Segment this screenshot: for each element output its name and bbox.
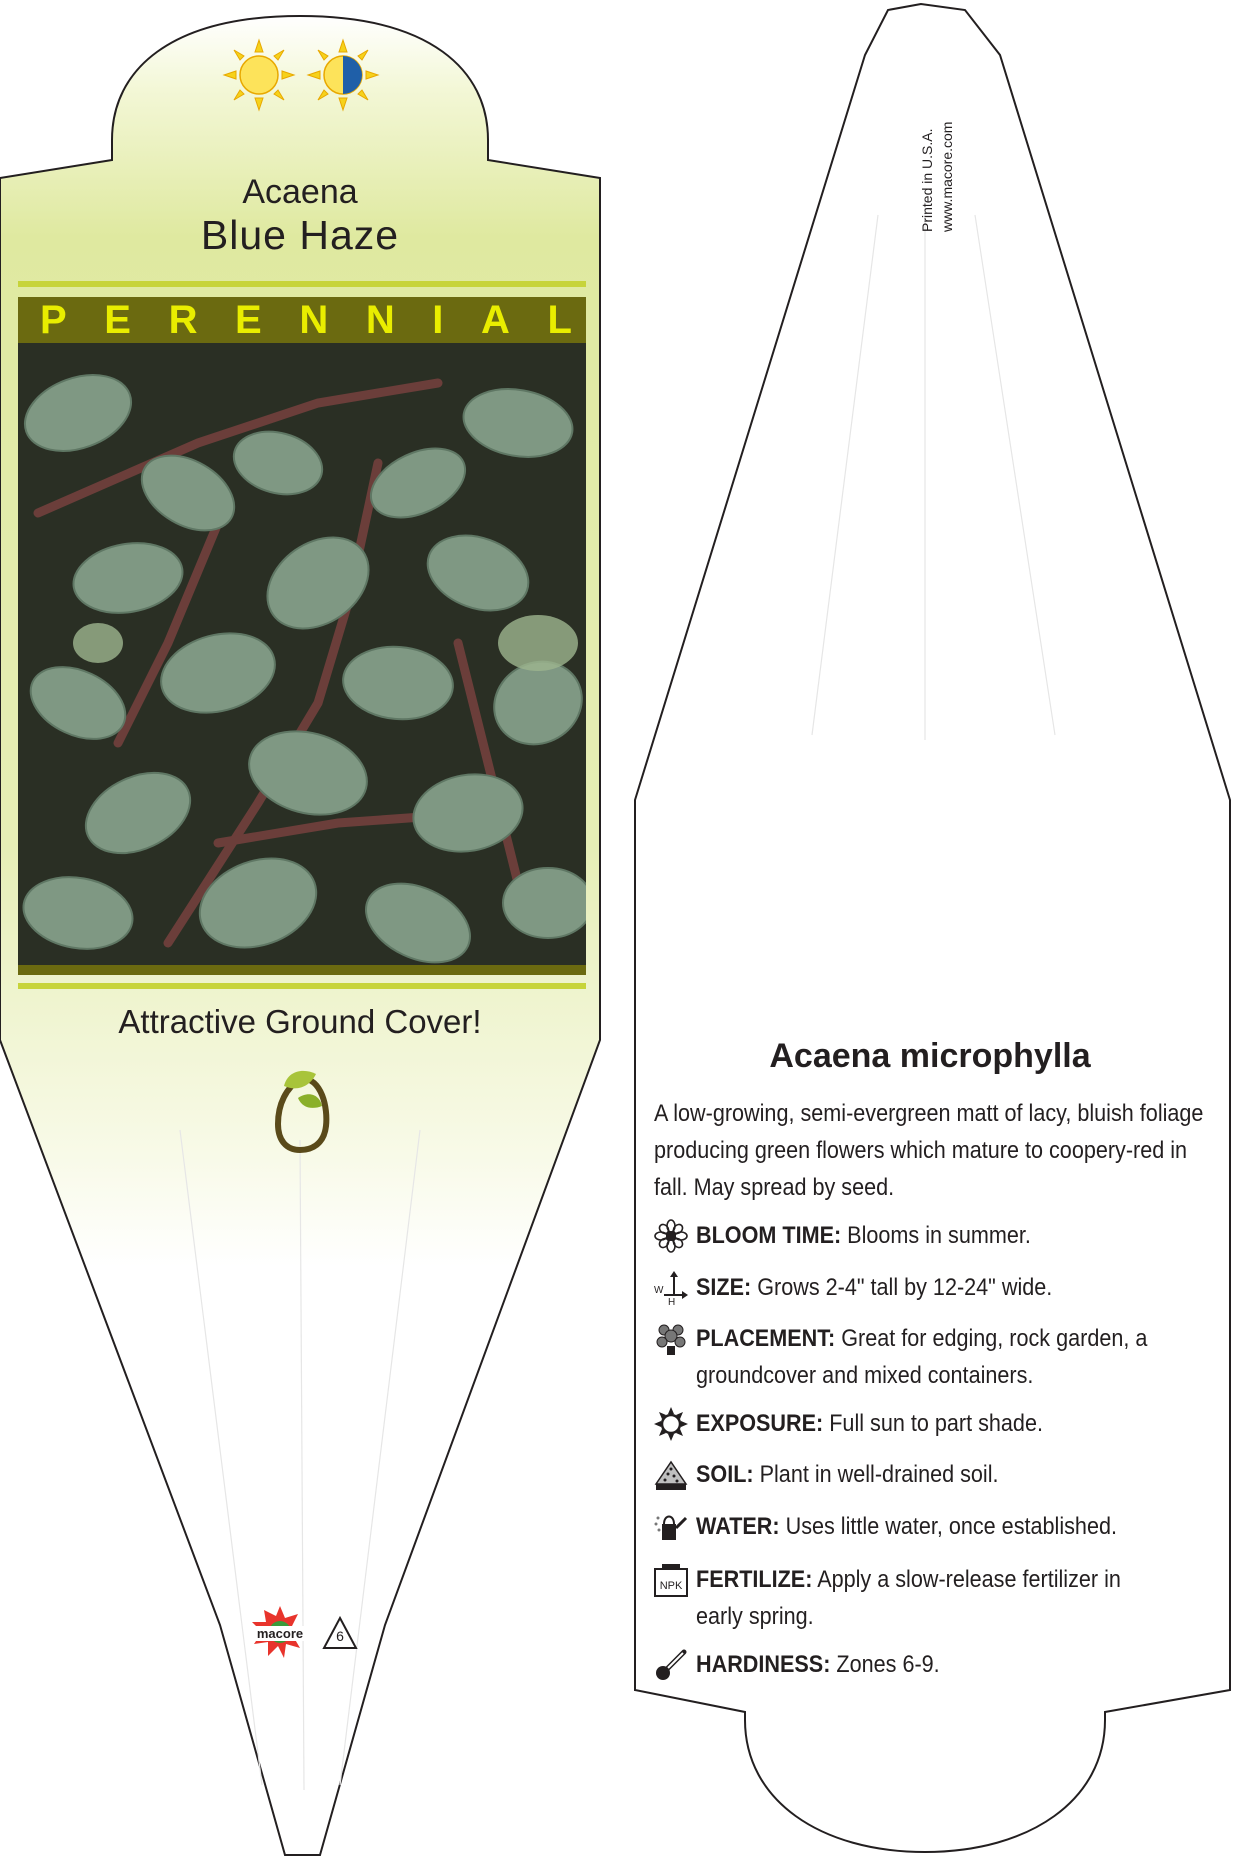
rule-bottom-dark: [18, 965, 586, 975]
care-label: SIZE:: [696, 1274, 752, 1301]
care-placement: [654, 1320, 1214, 1394]
size-icon-w: W: [654, 1285, 664, 1296]
npk-icon: [654, 1563, 688, 1597]
care-label: WATER:: [696, 1513, 780, 1540]
category-letter: I: [432, 298, 444, 342]
thermometer-icon: [654, 1648, 688, 1682]
rule-top: [18, 281, 586, 287]
part-sun-icon: [306, 38, 380, 112]
care-text: Plant in well-drained soil.: [759, 1461, 999, 1488]
tagline: Attractive Ground Cover!: [118, 1003, 482, 1040]
category-letter: N: [365, 298, 395, 342]
full-sun-icon: [222, 38, 296, 112]
care-exposure: [654, 1405, 1214, 1442]
care-water: [654, 1508, 1214, 1545]
category-letter: P: [40, 298, 67, 342]
watering-can-icon: [654, 1510, 688, 1544]
size-icon-h: H: [668, 1297, 676, 1305]
printed-in-line: Printed in U.S.A.: [919, 128, 935, 232]
cultivar-name: Blue Haze: [200, 212, 400, 258]
sun-icon: [654, 1407, 688, 1441]
care-label: EXPOSURE:: [696, 1410, 824, 1437]
recycle-number: 6: [336, 1628, 344, 1644]
care-text: Great for edging, rock garden, a groundcover and mixed containers.: [696, 1325, 1148, 1389]
care-text: Blooms in summer.: [847, 1222, 1031, 1249]
care-label: PLACEMENT:: [696, 1325, 836, 1352]
care-hardiness: [654, 1646, 1214, 1683]
placement-icon: [654, 1322, 688, 1356]
care-text: Zones 6-9.: [836, 1651, 940, 1678]
care-text: Uses little water, once established.: [785, 1513, 1117, 1540]
care-text: Full sun to part shade.: [829, 1410, 1043, 1437]
npk-text: NPK: [659, 1580, 683, 1592]
soil-icon: [654, 1458, 688, 1492]
category-letter: N: [299, 298, 329, 342]
category-letter: E: [235, 298, 262, 342]
website-line: www.macore.com: [939, 121, 955, 232]
size-icon: [654, 1271, 688, 1305]
care-text: Apply a slow-release fertilizer in early spring.: [696, 1566, 1121, 1630]
botanical-name: Acaena microphylla: [769, 1037, 1091, 1075]
care-size: [654, 1269, 1214, 1306]
seed-logo-icon: [270, 1068, 332, 1154]
care-bloom-time: [654, 1217, 1214, 1254]
plant-photo: [18, 343, 586, 965]
category-letter: E: [104, 298, 131, 342]
care-text: Grows 2-4" tall by 12-24" wide.: [757, 1274, 1053, 1301]
category-letter: L: [547, 298, 572, 342]
care-label: FERTILIZE:: [696, 1566, 813, 1593]
care-soil: [654, 1456, 1214, 1493]
genus-name: Acaena: [242, 173, 358, 211]
care-fertilize: [654, 1561, 1214, 1635]
category-letter: A: [481, 298, 510, 342]
flower-icon: [654, 1219, 688, 1253]
rule-bottom: [18, 983, 586, 989]
care-label: SOIL:: [696, 1461, 754, 1488]
category-band: [18, 297, 586, 343]
care-label: HARDINESS:: [696, 1651, 831, 1678]
category-letter: R: [168, 298, 198, 342]
care-label: BLOOM TIME:: [696, 1222, 842, 1249]
macore-logo-text: macore: [246, 1626, 314, 1641]
description: A low-growing, semi-evergreen matt of lacy, bluish foliage producing green flowers which mature to coopery-red in fall. May spread by seed.: [654, 1100, 1204, 1201]
